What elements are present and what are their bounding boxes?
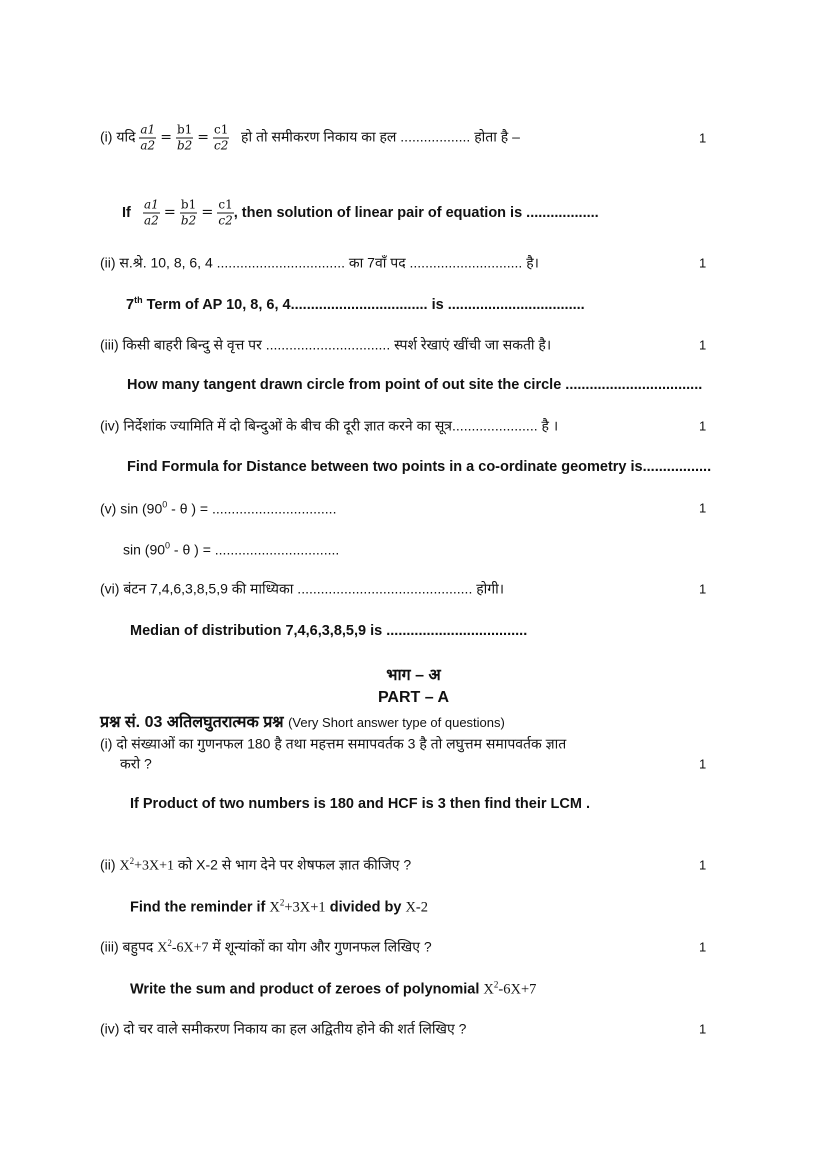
superscript: 2 xyxy=(129,855,135,866)
marks: 1 xyxy=(699,418,707,434)
question-3-ii-english xyxy=(130,898,428,917)
marks: 1 xyxy=(699,939,707,955)
text: (iii) बहुपद xyxy=(100,938,158,955)
question-2-ii-english xyxy=(126,295,585,313)
text: को X-2 से भाग देने पर शेषफल ज्ञात कीजिए ? xyxy=(173,856,412,873)
polynomial: X xyxy=(269,899,280,916)
fraction-a xyxy=(139,123,156,154)
part-heading-english: PART – A xyxy=(377,689,450,706)
superscript: 0 xyxy=(165,540,171,551)
equals: = xyxy=(163,204,176,221)
question-2-iii-english: How many tangent drawn circle from point of out site the circle .................................. xyxy=(127,377,703,393)
denominator: c2 xyxy=(214,138,229,153)
text: यदि xyxy=(116,128,136,145)
numerator: c1 xyxy=(214,122,229,137)
heading-english: (Very Short answer type of questions) xyxy=(288,715,505,730)
denominator: b2 xyxy=(176,138,193,153)
equals: = xyxy=(160,129,172,146)
marks: 1 xyxy=(699,857,707,873)
marks: 1 xyxy=(699,756,707,772)
text: Write the sum and product of zeroes of polynomial xyxy=(130,981,484,998)
marks: 1 xyxy=(699,581,707,597)
question-2-iv-english: Find Formula for Distance between two points in a co-ordinate geometry is................. xyxy=(127,459,712,475)
question-3-iv-hindi: (iv) दो चर वाले समीकरण निकाय का हल अद्वितीय होने की शर्त लिखिए ? xyxy=(100,1020,467,1037)
polynomial: -6X+7 xyxy=(498,981,537,998)
marks: 1 xyxy=(699,130,707,146)
heading: प्रश्न सं. 03 अतिलघुतरात्मक प्रश्न xyxy=(100,714,289,731)
divisor: X-2 xyxy=(405,899,429,916)
superscript: 0 xyxy=(162,499,168,510)
fraction-b xyxy=(176,123,193,154)
fraction-b xyxy=(180,198,197,229)
marks: 1 xyxy=(699,337,707,353)
question-2-v-english xyxy=(123,541,339,558)
question-2-iv-hindi: (iv) निर्देशांक ज्यामिति में दो बिन्दुओं के बीच की दूरी ज्ञात करने का सूत्र...................... है । xyxy=(100,417,559,434)
equals: = xyxy=(197,129,209,146)
polynomial: X xyxy=(119,858,130,874)
equals: = xyxy=(201,204,214,221)
text: में शून्यांकों का योग और गुणनफल लिखिए ? xyxy=(208,938,432,955)
text: Term of AP 10, 8, 6, 4.................................. is .................................. xyxy=(142,296,585,313)
question-3-i-hindi: (i) दो संख्याओं का गुणनफल 180 है तथा महत्तम समापवर्तक 3 है तो लघुत्तम समापवर्तक ज्ञात xyxy=(100,735,567,752)
question-3-i-hindi-continued: करो ? xyxy=(120,755,152,772)
denominator: b2 xyxy=(180,213,197,228)
text: If xyxy=(122,204,131,221)
question-2-i-english xyxy=(122,198,599,229)
superscript: th xyxy=(134,295,143,306)
marks: 1 xyxy=(699,500,707,516)
question-2-ii-hindi: (ii) स.श्रे. 10, 8, 6, 4 ................................. का 7वाँ पद ............................. है। xyxy=(100,254,539,271)
denominator: a2 xyxy=(143,213,159,228)
fraction-a xyxy=(143,198,160,229)
polynomial: +3X+1 xyxy=(134,858,174,874)
superscript: 2 xyxy=(167,937,172,948)
question-3-iii-hindi xyxy=(100,938,432,957)
polynomial: X xyxy=(157,940,168,956)
text: - θ ) = ................................ xyxy=(170,541,340,558)
numerator: a1 xyxy=(140,122,156,137)
item-label: (i) xyxy=(100,128,113,145)
text: divided by xyxy=(325,899,406,916)
text: sin (90 xyxy=(123,541,166,558)
question-2-vi-english: Median of distribution 7,4,6,3,8,5,9 is ................................... xyxy=(130,623,528,639)
superscript: 2 xyxy=(493,979,499,990)
marks: 1 xyxy=(699,1021,707,1037)
fraction-c xyxy=(213,123,229,154)
item-label: (ii) xyxy=(100,856,116,873)
polynomial: -6X+7 xyxy=(171,940,209,956)
denominator: c2 xyxy=(218,213,233,228)
numerator: b1 xyxy=(176,122,193,137)
question-3-iii-english xyxy=(130,980,536,999)
part-heading-hindi: भाग – अ xyxy=(386,667,441,684)
question-2-iii-hindi: (iii) किसी बाहरी बिन्दु से वृत्त पर ................................ स्पर्श रेखाएं खींची जा सकती है। xyxy=(100,336,552,353)
numerator: c1 xyxy=(218,197,233,212)
question-2-vi-hindi: (vi) बंटन 7,4,6,3,8,5,9 की माध्यिका ............................................. होगी। xyxy=(100,580,505,597)
question-2-i-hindi xyxy=(100,123,520,154)
question-3-i-english: If Product of two numbers is 180 and HCF is 3 then find their LCM . xyxy=(130,796,591,812)
fraction-c xyxy=(217,198,233,229)
text: , then solution of linear pair of equation is .................. xyxy=(233,204,599,221)
text: हो तो समीकरण निकाय का हल .................. होता है – xyxy=(241,128,520,145)
numerator: a1 xyxy=(143,197,159,212)
text: Find the reminder if xyxy=(130,899,270,916)
polynomial: +3X+1 xyxy=(284,899,326,916)
denominator: a2 xyxy=(140,138,156,153)
text: 7 xyxy=(126,296,135,313)
text: - θ ) = ................................ xyxy=(167,500,337,517)
question-3-ii-hindi xyxy=(100,856,411,875)
marks: 1 xyxy=(699,255,707,271)
polynomial: X xyxy=(483,981,494,998)
numerator: b1 xyxy=(180,197,197,212)
question-2-v xyxy=(100,500,336,517)
question-3-heading xyxy=(100,710,505,732)
superscript: 2 xyxy=(279,897,285,908)
text: (v) sin (90 xyxy=(100,500,163,517)
